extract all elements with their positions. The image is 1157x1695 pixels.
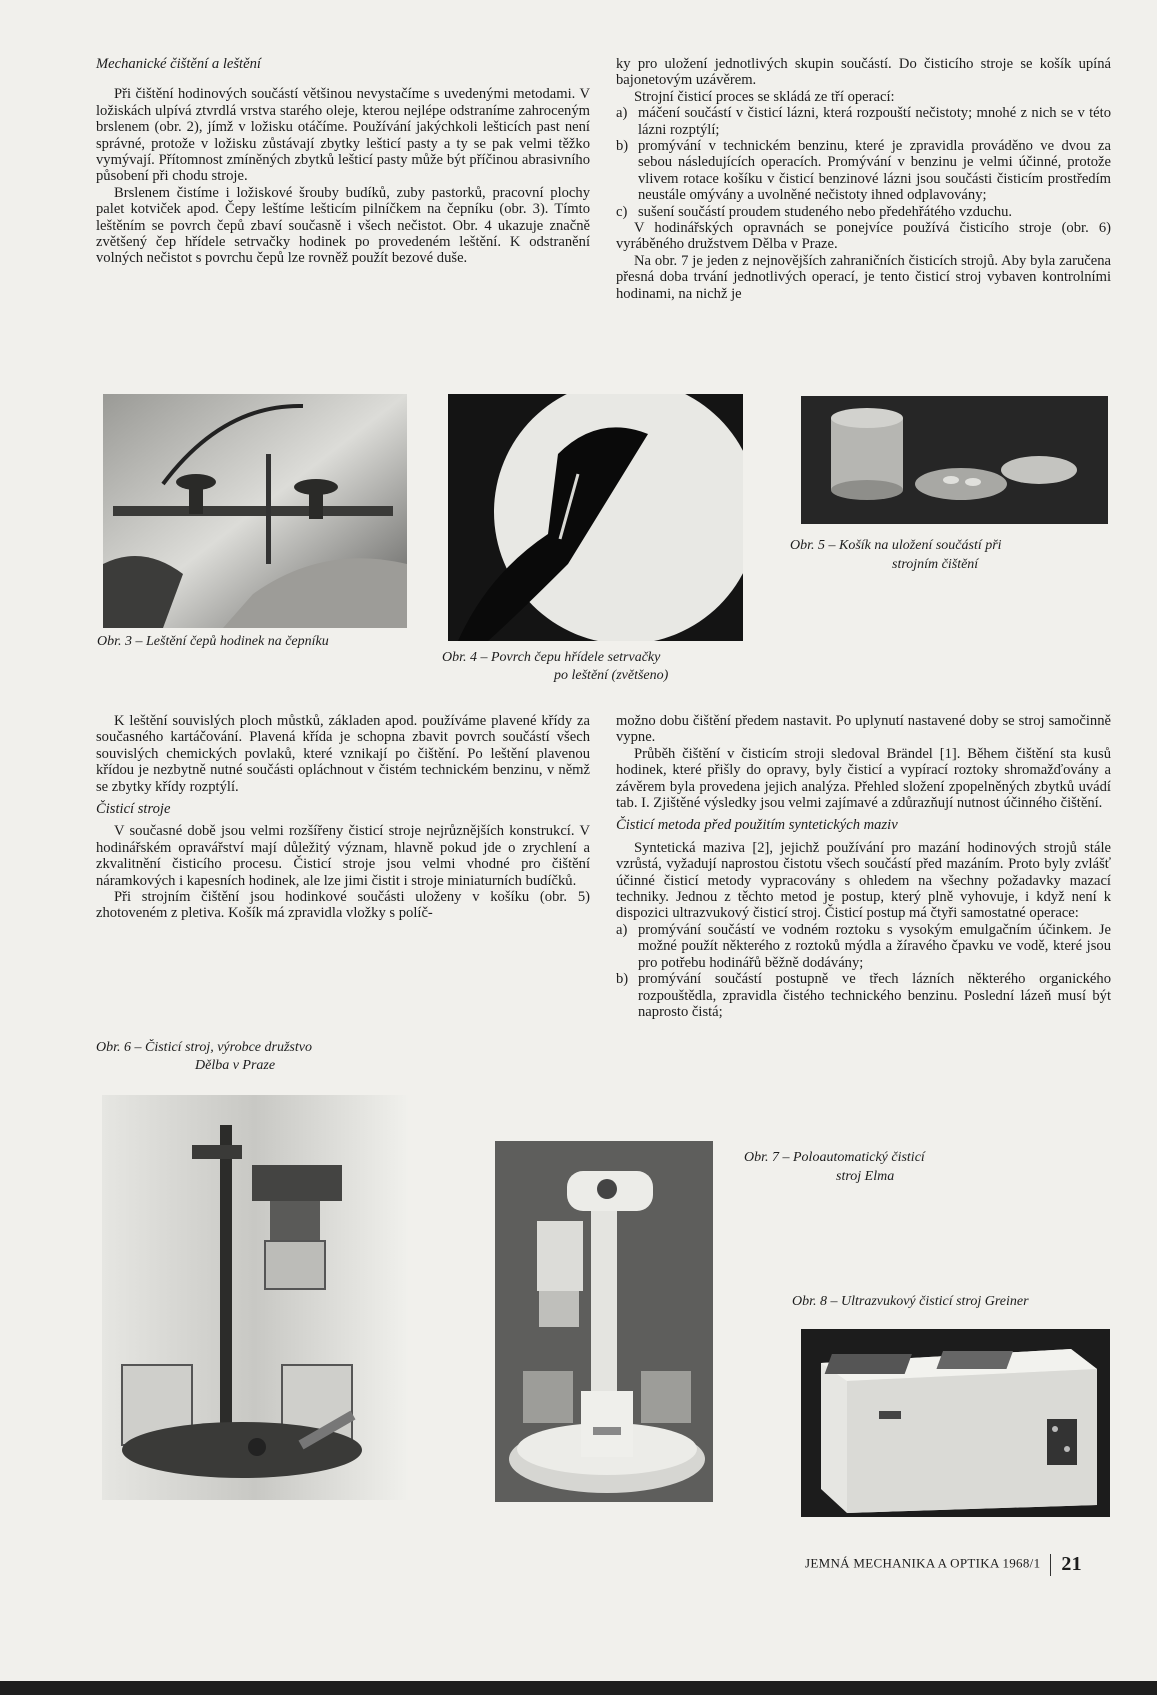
figure-7-illustration bbox=[495, 1141, 713, 1502]
caption-figure-5-line1: Obr. 5 – Košík na uložení součástí při bbox=[790, 538, 1002, 553]
caption-figure-3: Obr. 3 – Leštění čepů hodinek na čepníku bbox=[97, 634, 329, 649]
section-heading-mechanical-cleaning: Mechanické čištění a leštění bbox=[96, 56, 261, 72]
footer-divider bbox=[1050, 1554, 1051, 1576]
figure-8-illustration bbox=[801, 1329, 1110, 1517]
left-top-column bbox=[96, 56, 590, 267]
figure-4-illustration bbox=[448, 394, 743, 641]
paragraph: možno dobu čištění předem nastavit. Po uplynutí nastavené doby se stroj samočinně vypne. bbox=[616, 713, 1111, 746]
section-heading-cleaning-machines: Čisticí stroje bbox=[96, 801, 171, 818]
paragraph: Při čištění hodinových součástí většinou nevystačíme s uvedenými metodami. V ložiskách ulpívá ztvrdlá vrstva starého oleje, kterou nejlépe odstraníme zahroceným brslenem (obr. 2), jímž v ložisku otáčíme. Používání jakýchkoli lešticích past není správné, protože v ložisku zůstávají zbytky lešticí pasty a ty se pak velmi těžko vymývají. Přítomnost zmíněných zbytků lešticí pasty může být příčinou abrasivního působení při chodu stroje. bbox=[96, 86, 590, 185]
paragraph: Strojní čisticí proces se skládá ze tří operací: bbox=[634, 88, 895, 105]
figure-8-photo bbox=[801, 1329, 1110, 1517]
paragraph: Syntetická maziva [2], jejichž používání pro mazání hodinových strojů stále vzrůstá, vyžadují naprostou čistotu všech součástí před mazáním. Proto byly zvlášť účinné čisticí metody vypracovány s ohledem na všechny požadavky mazací techniky. Jednou z těchto metod je postup, který plně vyhovuje, i když není k dispozici ultrazvukový čisticí stroj. Čisticí postup má čtyři samostatné operace: bbox=[616, 839, 1111, 922]
caption-figure-4-line1: Obr. 4 – Povrch čepu hřídele setrvačky bbox=[442, 650, 661, 665]
paragraph: Brslenem čistíme i ložiskové šrouby budíků, zuby pastorků, pracovní plochy palet kotviček apod. Čepy leštíme lešticím pilníčkem na čepníku (obr. 3). Tímto leštěním se povrch čepů zbaví současně i všech nečistot. Obr. 4 ukazuje značně zvětšený čep hřídele setrvačky hodinek po provedeném leštění. K odstranění volných nečistot s povrchu čepů lze rovněž použít bezové duše. bbox=[96, 184, 590, 267]
caption-figure-6-line2: Dělba v Praze bbox=[195, 1058, 276, 1073]
paragraph: V současné době jsou velmi rozšířeny čisticí stroje nejrůznějších konstrukcí. V hodinářském opravářství mají důležitý význam, hlavně pokud jde o zrychlení a zkvalitnění čisticího procesu. Čisticí stroje jsou velmi vhodné pro čištění náramkových i kapesních hodinek, ale lze jimi čistit i stroje miniaturních budíčků. bbox=[96, 823, 590, 889]
list-item: a) promývání součástí ve vodném roztoku s vysokým emulgačním účinkem. Je možné použít některého z roztoků mýdla a žíravého čpavku ve vodě, které jsou pro potřebu hodinářů běžně dodávány; bbox=[616, 921, 1111, 971]
caption-figure-7-line2: stroj Elma bbox=[836, 1169, 895, 1184]
figure-6-photo bbox=[102, 1095, 408, 1500]
scan-bottom-edge bbox=[0, 1681, 1157, 1695]
right-top-column bbox=[616, 56, 1111, 302]
paragraph: K leštění souvislých ploch můstků, základen apod. používáme plavené křídy za současného kartáčování. Plavená křída je schopna zbavit povrch součástí všech souvislých chemických povlaků, které vznikají po čištění. Po leštění plavenou křídou je nezbytně nutné součásti opláchnout v čistém technickém benzinu, v němž se zbytky křídy rozptýlí. bbox=[96, 713, 590, 795]
page-number: 21 bbox=[1061, 1553, 1082, 1575]
caption-figure-8: Obr. 8 – Ultrazvukový čisticí stroj Greiner bbox=[792, 1294, 1029, 1309]
paragraph: ky pro uložení jednotlivých skupin součástí. Do čisticího stroje se košík upíná bajonetovým uzávěrem. bbox=[616, 56, 1111, 89]
list-item: b) promývání v technickém benzinu, které je zpravidla prováděno ve dvou za sebou následujících operacích. Promývání v benzinu je velmi účinné, protože vlivem rotace košíku v čisticí benzinové lázni jsou součásti čisticím prostředím neustále omývány a uvolněné nečistoty ihned odplavovány; bbox=[616, 138, 1111, 204]
figure-5-photo bbox=[801, 396, 1108, 524]
figure-3-illustration bbox=[103, 394, 407, 628]
right-middle-column bbox=[616, 713, 1111, 1020]
paragraph: Průběh čištění v čisticím stroji sledoval Brändel [1]. Během čištění sta kusů hodinek, které přišly do opravy, byly čisticí a vypírací roztoky shromažďovány a závěrem byla provedena jejich analýza. Přehled složení zpopelněných zbytků uvádí tab. I. Zjištěné výsledky jsou velmi zajímavé a zdůrazňují nutnost účinného čištění. bbox=[616, 745, 1111, 812]
caption-figure-5-line2: strojním čištění bbox=[892, 557, 979, 572]
paragraph: V hodinářských opravnách se ponejvíce používá čisticího stroje (obr. 6) vyráběného družstvem Dělba v Praze. bbox=[616, 220, 1111, 253]
page-footer bbox=[805, 1553, 1082, 1576]
paragraph: Při strojním čištění jsou hodinkové součásti uloženy v košíku (obr. 5) zhotoveném z pletiva. Košík má zpravidla vložky s políč- bbox=[96, 889, 590, 922]
list-item: a) máčení součástí v čisticí lázni, která rozpouští nečistoty; mnohé z nich se v této lázni rozptýlí; bbox=[616, 105, 1111, 138]
caption-figure-7-line1: Obr. 7 – Poloautomatický čisticí bbox=[744, 1150, 925, 1165]
list-item: c) sušení součástí proudem studeného nebo předehřátého vzduchu. bbox=[616, 203, 1013, 220]
list-item: b) promývání součástí postupně ve třech lázních některého organického rozpouštědla, zpravidla čistého technického benzinu. Poslední lázeň musí být naprosto čistá; bbox=[616, 971, 1111, 1020]
left-middle-column bbox=[96, 713, 590, 922]
figure-7-photo bbox=[495, 1141, 713, 1502]
figure-6-illustration bbox=[102, 1095, 408, 1500]
figure-4-photo bbox=[448, 394, 743, 641]
figure-3-photo bbox=[103, 394, 407, 628]
figure-5-illustration bbox=[801, 396, 1108, 524]
section-heading-synthetic-lubricants: Čisticí metoda před použitím syntetických maziv bbox=[616, 817, 898, 834]
journal-title: JEMNÁ MECHANIKA A OPTIKA 1968/1 bbox=[805, 1555, 1041, 1571]
caption-figure-6-line1: Obr. 6 – Čisticí stroj, výrobce družstvo bbox=[96, 1040, 312, 1055]
caption-figure-4-line2: po leštění (zvětšeno) bbox=[554, 668, 669, 683]
paragraph: Na obr. 7 je jeden z nejnovějších zahraničních čisticích strojů. Aby byla zaručena přesná doba trvání jednotlivých operací, je tento čisticí stroj vybaven kontrolními hodinami, na nichž je bbox=[616, 252, 1111, 302]
